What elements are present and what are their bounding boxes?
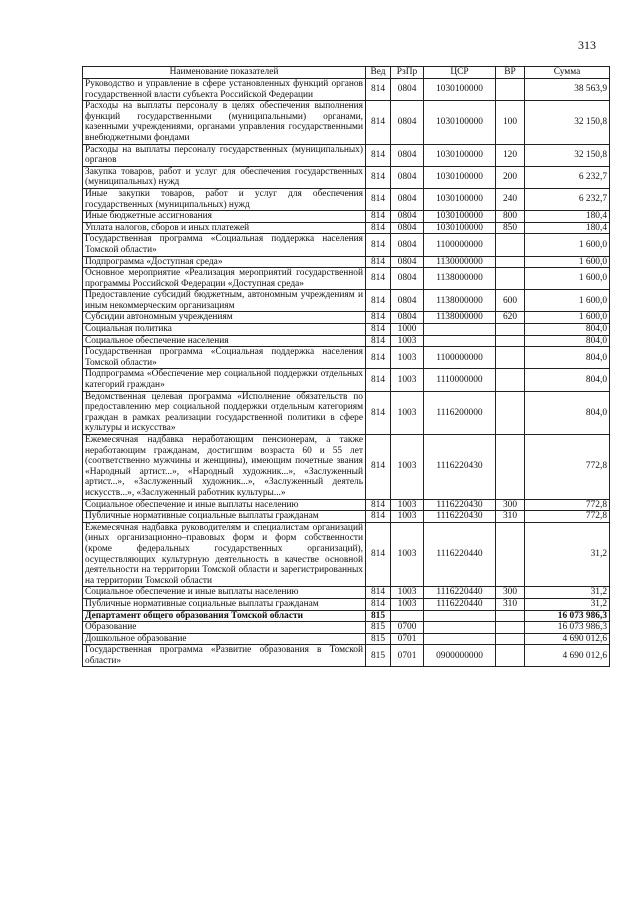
cell-rzpr: 0804 xyxy=(391,234,424,256)
cell-vr: 200 xyxy=(496,166,525,188)
cell-rzpr: 1003 xyxy=(391,391,424,434)
cell-ved: 814 xyxy=(366,268,391,290)
cell-name: Государственная программа «Социальная поддержка населения Томской области» xyxy=(83,347,366,369)
cell-ved: 814 xyxy=(366,234,391,256)
cell-sum: 32 150,8 xyxy=(525,101,610,144)
cell-sum: 1 600,0 xyxy=(525,312,610,324)
cell-ved: 815 xyxy=(366,610,391,622)
cell-csr: 1138000000 xyxy=(424,290,496,312)
cell-name: Департамент общего образования Томской области xyxy=(83,610,366,622)
column-header-sum: Сумма xyxy=(525,67,610,79)
cell-name: Руководство и управление в сфере установленных функций органов государственной власти субъекта Российской Федерации xyxy=(83,79,366,101)
cell-vr: 300 xyxy=(496,587,525,599)
cell-sum: 4 690 012,6 xyxy=(525,645,610,667)
cell-sum: 1 600,0 xyxy=(525,268,610,290)
cell-name: Ежемесячная надбавка руководителям и специалистам организаций (иных организационно–правовых форм и форм собственности (кроме федеральных государственных организаций), осуществляющих культурную деятельность в качестве основной деятельности на территории Томской области и зарегистрированных на территории Томской области xyxy=(83,522,366,587)
table-row xyxy=(83,211,610,223)
cell-ved: 814 xyxy=(366,587,391,599)
column-header-ved: Вед xyxy=(366,67,391,79)
table-header-row xyxy=(83,67,610,79)
cell-vr xyxy=(496,234,525,256)
cell-rzpr: 0804 xyxy=(391,268,424,290)
cell-name: Образование xyxy=(83,622,366,634)
cell-csr: 1030100000 xyxy=(424,222,496,234)
cell-ved: 814 xyxy=(366,435,391,500)
table-row xyxy=(83,610,610,622)
cell-vr: 310 xyxy=(496,511,525,523)
cell-name: Расходы на выплаты персоналу государственных (муниципальных) органов xyxy=(83,144,366,166)
cell-sum: 804,0 xyxy=(525,347,610,369)
cell-rzpr: 1003 xyxy=(391,347,424,369)
cell-csr: 1116220430 xyxy=(424,511,496,523)
cell-rzpr: 0700 xyxy=(391,622,424,634)
cell-rzpr: 0804 xyxy=(391,166,424,188)
cell-ved: 814 xyxy=(366,101,391,144)
table-row xyxy=(83,166,610,188)
cell-vr xyxy=(496,347,525,369)
cell-ved: 814 xyxy=(366,598,391,610)
cell-name: Основное мероприятие «Реализация мероприятий государственной программы Российской Федерации «Доступная среда» xyxy=(83,268,366,290)
cell-vr xyxy=(496,79,525,101)
cell-name: Публичные нормативные социальные выплаты гражданам xyxy=(83,598,366,610)
cell-rzpr: 1003 xyxy=(391,587,424,599)
cell-rzpr: 1003 xyxy=(391,335,424,347)
table-body xyxy=(83,79,610,667)
cell-csr xyxy=(424,633,496,645)
table-row xyxy=(83,369,610,391)
cell-vr: 600 xyxy=(496,290,525,312)
cell-csr: 1030100000 xyxy=(424,101,496,144)
cell-csr: 1030100000 xyxy=(424,188,496,210)
cell-vr: 850 xyxy=(496,222,525,234)
table-row xyxy=(83,324,610,336)
cell-csr: 1030100000 xyxy=(424,166,496,188)
cell-ved: 814 xyxy=(366,335,391,347)
table-row xyxy=(83,234,610,256)
cell-csr: 1116220430 xyxy=(424,435,496,500)
column-header-name: Наименование показателей xyxy=(83,67,366,79)
cell-ved: 814 xyxy=(366,144,391,166)
cell-name: Социальное обеспечение и иные выплаты населению xyxy=(83,587,366,599)
cell-vr xyxy=(496,324,525,336)
cell-csr: 1138000000 xyxy=(424,312,496,324)
cell-vr xyxy=(496,522,525,587)
table-row xyxy=(83,268,610,290)
cell-ved: 814 xyxy=(366,211,391,223)
cell-rzpr: 1003 xyxy=(391,598,424,610)
cell-ved: 814 xyxy=(366,166,391,188)
cell-csr: 1110000000 xyxy=(424,369,496,391)
cell-sum: 31,2 xyxy=(525,598,610,610)
cell-ved: 814 xyxy=(366,79,391,101)
table-row xyxy=(83,312,610,324)
cell-csr xyxy=(424,622,496,634)
cell-csr xyxy=(424,610,496,622)
cell-rzpr: 0804 xyxy=(391,101,424,144)
cell-csr: 1116220430 xyxy=(424,499,496,511)
cell-csr xyxy=(424,324,496,336)
cell-sum: 1 600,0 xyxy=(525,234,610,256)
cell-name: Социальное обеспечение населения xyxy=(83,335,366,347)
cell-csr: 1138000000 xyxy=(424,268,496,290)
cell-sum: 804,0 xyxy=(525,369,610,391)
cell-rzpr: 0804 xyxy=(391,222,424,234)
cell-csr: 1116220440 xyxy=(424,598,496,610)
cell-name: Ведомственная целевая программа «Исполнение обязательств по предоставлению мер социальной поддержки отдельным категориям граждан в рамках реализации государственной политики в сфере культуры и искусства» xyxy=(83,391,366,434)
cell-sum: 32 150,8 xyxy=(525,144,610,166)
cell-sum: 804,0 xyxy=(525,335,610,347)
cell-ved: 814 xyxy=(366,522,391,587)
cell-vr xyxy=(496,610,525,622)
cell-ved: 814 xyxy=(366,324,391,336)
cell-csr xyxy=(424,335,496,347)
cell-rzpr: 0804 xyxy=(391,79,424,101)
table-row xyxy=(83,79,610,101)
cell-ved: 815 xyxy=(366,645,391,667)
cell-sum: 804,0 xyxy=(525,391,610,434)
cell-vr xyxy=(496,633,525,645)
cell-name: Иные бюджетные ассигнования xyxy=(83,211,366,223)
cell-vr: 310 xyxy=(496,598,525,610)
cell-sum: 772,8 xyxy=(525,511,610,523)
cell-vr xyxy=(496,435,525,500)
cell-csr: 1030100000 xyxy=(424,79,496,101)
cell-rzpr: 0701 xyxy=(391,633,424,645)
cell-sum: 180,4 xyxy=(525,222,610,234)
cell-sum: 38 563,9 xyxy=(525,79,610,101)
cell-rzpr: 1003 xyxy=(391,435,424,500)
cell-rzpr: 1003 xyxy=(391,499,424,511)
cell-sum: 772,8 xyxy=(525,435,610,500)
cell-name: Подпрограмма «Обеспечение мер социальной поддержки отдельных категорий граждан» xyxy=(83,369,366,391)
table-row xyxy=(83,522,610,587)
table-row xyxy=(83,587,610,599)
cell-name: Государственная программа «Социальная поддержка населения Томской области» xyxy=(83,234,366,256)
cell-rzpr: 0804 xyxy=(391,256,424,268)
cell-rzpr: 1003 xyxy=(391,511,424,523)
cell-rzpr: 0804 xyxy=(391,290,424,312)
column-header-vr: ВР xyxy=(496,67,525,79)
cell-vr xyxy=(496,622,525,634)
cell-sum: 16 073 986,3 xyxy=(525,622,610,634)
cell-ved: 814 xyxy=(366,511,391,523)
cell-name: Предоставление субсидий бюджетным, автономным учреждениям и иным некоммерческим организациям xyxy=(83,290,366,312)
cell-ved: 814 xyxy=(366,312,391,324)
cell-rzpr: 0804 xyxy=(391,312,424,324)
cell-vr: 120 xyxy=(496,144,525,166)
cell-vr xyxy=(496,645,525,667)
cell-name: Государственная программа «Развитие образования в Томской области» xyxy=(83,645,366,667)
column-header-rzpr: РзПр xyxy=(391,67,424,79)
cell-name: Публичные нормативные социальные выплаты гражданам xyxy=(83,511,366,523)
cell-name: Расходы на выплаты персоналу в целях обеспечения выполнения функций государственными (муниципальными) органами, казенными учреждениями, органами управления государственными внебюджетными фондами xyxy=(83,101,366,144)
table-row xyxy=(83,633,610,645)
table-row xyxy=(83,188,610,210)
cell-name: Субсидии автономным учреждениям xyxy=(83,312,366,324)
cell-sum: 4 690 012,6 xyxy=(525,633,610,645)
cell-name: Уплата налогов, сборов и иных платежей xyxy=(83,222,366,234)
cell-rzpr: 1000 xyxy=(391,324,424,336)
cell-ved: 814 xyxy=(366,188,391,210)
cell-vr xyxy=(496,391,525,434)
table-row xyxy=(83,391,610,434)
cell-vr: 620 xyxy=(496,312,525,324)
cell-rzpr: 0804 xyxy=(391,211,424,223)
cell-sum: 180,4 xyxy=(525,211,610,223)
cell-ved: 814 xyxy=(366,369,391,391)
cell-csr: 1030100000 xyxy=(424,144,496,166)
cell-vr xyxy=(496,256,525,268)
cell-name: Социальная политика xyxy=(83,324,366,336)
budget-table xyxy=(82,66,610,667)
cell-ved: 814 xyxy=(366,290,391,312)
cell-rzpr: 0804 xyxy=(391,144,424,166)
cell-vr xyxy=(496,268,525,290)
cell-csr: 1030100000 xyxy=(424,211,496,223)
cell-rzpr: 0701 xyxy=(391,645,424,667)
cell-sum: 16 073 986,3 xyxy=(525,610,610,622)
table-row xyxy=(83,347,610,369)
table-row xyxy=(83,499,610,511)
cell-vr xyxy=(496,369,525,391)
cell-name: Ежемесячная надбавка неработающим пенсионерам, а также неработающим гражданам, достигшим возраста 60 и 55 лет (соответственно мужчины и женщины), имеющим почетные звания «Народный артист...», «Народный художник...», «Заслуженный артист...», «Заслуженный художник...», «Заслуженный деятель искусств...», «Заслуженный работник культуры...» xyxy=(83,435,366,500)
cell-vr: 300 xyxy=(496,499,525,511)
table-row xyxy=(83,435,610,500)
table-row xyxy=(83,144,610,166)
cell-sum: 772,8 xyxy=(525,499,610,511)
cell-sum: 31,2 xyxy=(525,522,610,587)
cell-vr: 240 xyxy=(496,188,525,210)
column-header-csr: ЦСР xyxy=(424,67,496,79)
cell-ved: 814 xyxy=(366,256,391,268)
cell-csr: 1100000000 xyxy=(424,234,496,256)
cell-rzpr xyxy=(391,610,424,622)
table-row xyxy=(83,598,610,610)
cell-name: Дошкольное образование xyxy=(83,633,366,645)
cell-ved: 815 xyxy=(366,633,391,645)
cell-csr: 1100000000 xyxy=(424,347,496,369)
table-row xyxy=(83,290,610,312)
cell-name: Социальное обеспечение и иные выплаты населению xyxy=(83,499,366,511)
cell-csr: 0900000000 xyxy=(424,645,496,667)
cell-csr: 1130000000 xyxy=(424,256,496,268)
cell-ved: 814 xyxy=(366,222,391,234)
cell-rzpr: 0804 xyxy=(391,188,424,210)
table-row xyxy=(83,101,610,144)
cell-sum: 31,2 xyxy=(525,587,610,599)
cell-ved: 815 xyxy=(366,622,391,634)
cell-vr: 100 xyxy=(496,101,525,144)
table-row xyxy=(83,222,610,234)
cell-ved: 814 xyxy=(366,499,391,511)
cell-ved: 814 xyxy=(366,391,391,434)
cell-vr xyxy=(496,335,525,347)
table-row xyxy=(83,645,610,667)
cell-vr: 800 xyxy=(496,211,525,223)
table-row xyxy=(83,335,610,347)
cell-csr: 1116220440 xyxy=(424,522,496,587)
cell-rzpr: 1003 xyxy=(391,522,424,587)
table-row xyxy=(83,622,610,634)
cell-sum: 6 232,7 xyxy=(525,166,610,188)
page-number: 313 xyxy=(578,38,596,52)
cell-sum: 6 232,7 xyxy=(525,188,610,210)
cell-sum: 1 600,0 xyxy=(525,290,610,312)
cell-name: Иные закупки товаров, работ и услуг для обеспечения государственных (муниципальных) нужд xyxy=(83,188,366,210)
cell-sum: 804,0 xyxy=(525,324,610,336)
cell-name: Подпрограмма «Доступная среда» xyxy=(83,256,366,268)
cell-csr: 1116220440 xyxy=(424,587,496,599)
cell-csr: 1116200000 xyxy=(424,391,496,434)
cell-sum: 1 600,0 xyxy=(525,256,610,268)
cell-name: Закупка товаров, работ и услуг для обеспечения государственных (муниципальных) нужд xyxy=(83,166,366,188)
cell-ved: 814 xyxy=(366,347,391,369)
table-row xyxy=(83,511,610,523)
cell-rzpr: 1003 xyxy=(391,369,424,391)
table-row xyxy=(83,256,610,268)
